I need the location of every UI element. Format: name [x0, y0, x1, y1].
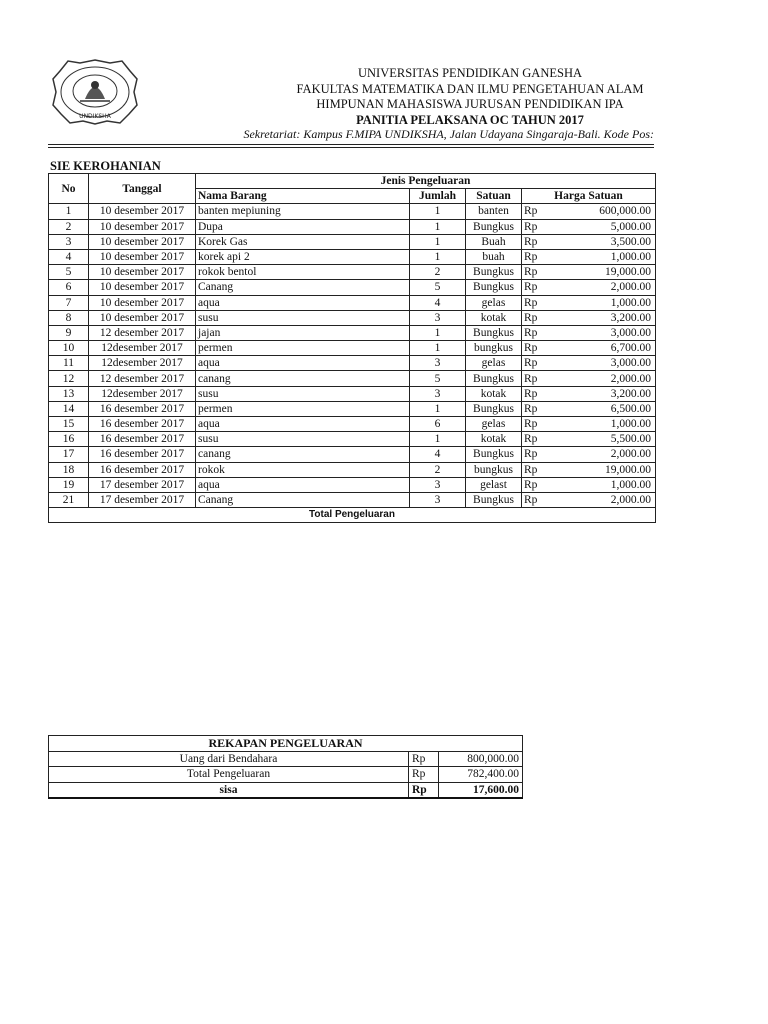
row-satuan: bungkus — [466, 462, 522, 477]
header-harga-satuan: Harga Satuan — [522, 189, 656, 204]
row-harga-satuan: 5,500.00 — [550, 432, 656, 447]
row-nama-barang: Canang — [196, 280, 410, 295]
committee-name: PANITIA PELAKSANA OC TAHUN 2017 — [356, 112, 584, 127]
table-row — [49, 401, 656, 416]
rekap-value: 800,000.00 — [439, 751, 523, 767]
row-nama-barang: canang — [196, 371, 410, 386]
table-row — [49, 356, 656, 371]
row-nama-barang: susu — [196, 386, 410, 401]
row-satuan: kotak — [466, 432, 522, 447]
row-tanggal: 10 desember 2017 — [89, 219, 196, 234]
row-tanggal: 16 desember 2017 — [89, 447, 196, 462]
table-row — [49, 295, 656, 310]
row-jumlah: 3 — [410, 492, 466, 507]
row-harga-satuan: 3,200.00 — [550, 386, 656, 401]
header-divider-thin — [48, 147, 654, 148]
header-satuan: Satuan — [466, 189, 522, 204]
row-harga-satuan: 2,000.00 — [550, 492, 656, 507]
row-satuan: gelast — [466, 477, 522, 492]
row-harga-satuan: 6,700.00 — [550, 341, 656, 356]
row-satuan: kotak — [466, 386, 522, 401]
row-jumlah: 4 — [410, 295, 466, 310]
row-currency: Rp — [522, 462, 550, 477]
row-tanggal: 10 desember 2017 — [89, 204, 196, 219]
row-currency: Rp — [522, 477, 550, 492]
row-jumlah: 1 — [410, 401, 466, 416]
row-nama-barang: aqua — [196, 295, 410, 310]
row-harga-satuan: 19,000.00 — [550, 265, 656, 280]
row-harga-satuan: 3,000.00 — [550, 356, 656, 371]
row-tanggal: 17 desember 2017 — [89, 477, 196, 492]
row-harga-satuan: 1,000.00 — [550, 477, 656, 492]
rekap-value: 782,400.00 — [439, 767, 523, 783]
row-jumlah: 2 — [410, 462, 466, 477]
row-currency: Rp — [522, 432, 550, 447]
row-currency: Rp — [522, 280, 550, 295]
row-tanggal: 10 desember 2017 — [89, 249, 196, 264]
row-jumlah: 1 — [410, 234, 466, 249]
row-harga-satuan: 600,000.00 — [550, 204, 656, 219]
row-harga-satuan: 5,000.00 — [550, 219, 656, 234]
row-satuan: Bungkus — [466, 325, 522, 340]
row-satuan: Bungkus — [466, 219, 522, 234]
header-no: No — [49, 174, 89, 204]
organization-name: HIMPUNAN MAHASISWA JURUSAN PENDIDIKAN IPA — [316, 97, 624, 111]
row-satuan: Bungkus — [466, 280, 522, 295]
header-divider — [48, 144, 654, 145]
university-logo — [50, 57, 140, 127]
table-row — [49, 234, 656, 249]
row-jumlah: 3 — [410, 386, 466, 401]
row-nama-barang: susu — [196, 432, 410, 447]
row-nama-barang: permen — [196, 401, 410, 416]
row-tanggal: 12desember 2017 — [89, 386, 196, 401]
row-tanggal: 16 desember 2017 — [89, 401, 196, 416]
row-nama-barang: aqua — [196, 477, 410, 492]
table-row — [49, 341, 656, 356]
table-row — [49, 462, 656, 477]
table-row — [49, 280, 656, 295]
row-jumlah: 3 — [410, 310, 466, 325]
table-row — [49, 432, 656, 447]
row-tanggal: 12desember 2017 — [89, 341, 196, 356]
row-no: 8 — [49, 310, 89, 325]
row-currency: Rp — [522, 492, 550, 507]
row-harga-satuan: 1,000.00 — [550, 249, 656, 264]
row-no: 15 — [49, 417, 89, 432]
row-satuan: kotak — [466, 310, 522, 325]
row-jumlah: 2 — [410, 265, 466, 280]
row-harga-satuan: 2,000.00 — [550, 280, 656, 295]
row-nama-barang: Canang — [196, 492, 410, 507]
row-tanggal: 10 desember 2017 — [89, 234, 196, 249]
table-row — [49, 492, 656, 507]
row-satuan: banten — [466, 204, 522, 219]
row-nama-barang: Korek Gas — [196, 234, 410, 249]
row-nama-barang: rokok — [196, 462, 410, 477]
row-no: 12 — [49, 371, 89, 386]
row-tanggal: 10 desember 2017 — [89, 280, 196, 295]
row-no: 16 — [49, 432, 89, 447]
row-harga-satuan: 1,000.00 — [550, 417, 656, 432]
row-tanggal: 12desember 2017 — [89, 356, 196, 371]
row-no: 17 — [49, 447, 89, 462]
header-jumlah: Jumlah — [410, 189, 466, 204]
row-no: 2 — [49, 219, 89, 234]
letterhead — [230, 66, 710, 128]
table-row — [49, 204, 656, 219]
row-jumlah: 3 — [410, 356, 466, 371]
row-no: 18 — [49, 462, 89, 477]
table-row — [49, 371, 656, 386]
row-nama-barang: korek api 2 — [196, 249, 410, 264]
rekap-label: Total Pengeluaran — [49, 767, 409, 783]
row-tanggal: 10 desember 2017 — [89, 295, 196, 310]
rekap-title: REKAPAN PENGELUARAN — [49, 736, 523, 752]
row-no: 6 — [49, 280, 89, 295]
row-currency: Rp — [522, 341, 550, 356]
row-nama-barang: aqua — [196, 417, 410, 432]
row-nama-barang: susu — [196, 310, 410, 325]
table-row — [49, 386, 656, 401]
row-currency: Rp — [522, 295, 550, 310]
row-harga-satuan: 3,200.00 — [550, 310, 656, 325]
row-harga-satuan: 1,000.00 — [550, 295, 656, 310]
row-tanggal: 17 desember 2017 — [89, 492, 196, 507]
row-currency: Rp — [522, 356, 550, 371]
table-row — [49, 219, 656, 234]
row-tanggal: 12 desember 2017 — [89, 325, 196, 340]
row-satuan: buah — [466, 249, 522, 264]
row-satuan: bungkus — [466, 341, 522, 356]
row-satuan: Buah — [466, 234, 522, 249]
row-currency: Rp — [522, 219, 550, 234]
row-jumlah: 5 — [410, 371, 466, 386]
row-harga-satuan: 19,000.00 — [550, 462, 656, 477]
row-satuan: gelas — [466, 356, 522, 371]
expense-table — [48, 173, 656, 523]
row-no: 11 — [49, 356, 89, 371]
row-no: 5 — [49, 265, 89, 280]
university-name: UNIVERSITAS PENDIDIKAN GANESHA — [358, 66, 582, 80]
table-row — [49, 265, 656, 280]
row-jumlah: 1 — [410, 341, 466, 356]
row-currency: Rp — [522, 249, 550, 264]
faculty-name: FAKULTAS MATEMATIKA DAN ILMU PENGETAHUAN ALAM — [296, 81, 644, 96]
row-tanggal: 10 desember 2017 — [89, 265, 196, 280]
rekap-label: Uang dari Bendahara — [49, 751, 409, 767]
rekap-value: 17,600.00 — [439, 782, 523, 798]
table-row — [49, 477, 656, 492]
row-nama-barang: permen — [196, 341, 410, 356]
table-row — [49, 249, 656, 264]
row-currency: Rp — [522, 417, 550, 432]
table-row — [49, 310, 656, 325]
row-no: 19 — [49, 477, 89, 492]
row-no: 1 — [49, 204, 89, 219]
row-no: 4 — [49, 249, 89, 264]
row-jumlah: 1 — [410, 219, 466, 234]
row-no: 9 — [49, 325, 89, 340]
row-satuan: gelas — [466, 295, 522, 310]
rekap-currency: Rp — [409, 767, 439, 783]
row-harga-satuan: 3,000.00 — [550, 325, 656, 340]
table-row — [49, 447, 656, 462]
row-nama-barang: aqua — [196, 356, 410, 371]
row-nama-barang: canang — [196, 447, 410, 462]
row-currency: Rp — [522, 401, 550, 416]
table-row — [49, 325, 656, 340]
row-no: 13 — [49, 386, 89, 401]
row-no: 14 — [49, 401, 89, 416]
row-nama-barang: rokok bentol — [196, 265, 410, 280]
row-satuan: Bungkus — [466, 265, 522, 280]
secretariat-address: Sekretariat: Kampus F.MIPA UNDIKSHA, Jalan Udayana Singaraja-Bali. Kode Pos: — [243, 127, 654, 141]
row-satuan: gelas — [466, 417, 522, 432]
row-harga-satuan: 2,000.00 — [550, 447, 656, 462]
header-jenis-pengeluaran: Jenis Pengeluaran — [196, 174, 656, 189]
header-tanggal: Tanggal — [89, 174, 196, 204]
row-no: 7 — [49, 295, 89, 310]
row-satuan: Bungkus — [466, 371, 522, 386]
table-row — [49, 417, 656, 432]
row-no: 21 — [49, 492, 89, 507]
row-nama-barang: banten mepiuning — [196, 204, 410, 219]
row-tanggal: 12 desember 2017 — [89, 371, 196, 386]
rekap-currency: Rp — [409, 751, 439, 767]
row-jumlah: 1 — [410, 249, 466, 264]
row-currency: Rp — [522, 371, 550, 386]
row-currency: Rp — [522, 310, 550, 325]
row-currency: Rp — [522, 265, 550, 280]
section-title: SIE KEROHANIAN — [50, 159, 161, 173]
row-nama-barang: Dupa — [196, 219, 410, 234]
row-tanggal: 16 desember 2017 — [89, 417, 196, 432]
row-harga-satuan: 6,500.00 — [550, 401, 656, 416]
row-no: 10 — [49, 341, 89, 356]
row-jumlah: 1 — [410, 325, 466, 340]
header-nama-barang: Nama Barang — [196, 189, 410, 204]
row-tanggal: 10 desember 2017 — [89, 310, 196, 325]
rekap-label: sisa — [49, 782, 409, 798]
row-jumlah: 5 — [410, 280, 466, 295]
total-label: Total Pengeluaran — [49, 508, 656, 523]
row-jumlah: 6 — [410, 417, 466, 432]
row-nama-barang: jajan — [196, 325, 410, 340]
rekap-table — [48, 735, 523, 799]
row-currency: Rp — [522, 325, 550, 340]
row-satuan: Bungkus — [466, 492, 522, 507]
row-satuan: Bungkus — [466, 401, 522, 416]
row-tanggal: 16 desember 2017 — [89, 462, 196, 477]
row-jumlah: 3 — [410, 477, 466, 492]
row-currency: Rp — [522, 447, 550, 462]
rekap-currency: Rp — [409, 782, 439, 798]
row-harga-satuan: 2,000.00 — [550, 371, 656, 386]
row-jumlah: 1 — [410, 204, 466, 219]
row-jumlah: 4 — [410, 447, 466, 462]
row-currency: Rp — [522, 234, 550, 249]
row-satuan: Bungkus — [466, 447, 522, 462]
logo-text: UNDIKSHA — [79, 113, 111, 120]
row-harga-satuan: 3,500.00 — [550, 234, 656, 249]
row-no: 3 — [49, 234, 89, 249]
row-currency: Rp — [522, 204, 550, 219]
row-tanggal: 16 desember 2017 — [89, 432, 196, 447]
row-currency: Rp — [522, 386, 550, 401]
row-jumlah: 1 — [410, 432, 466, 447]
